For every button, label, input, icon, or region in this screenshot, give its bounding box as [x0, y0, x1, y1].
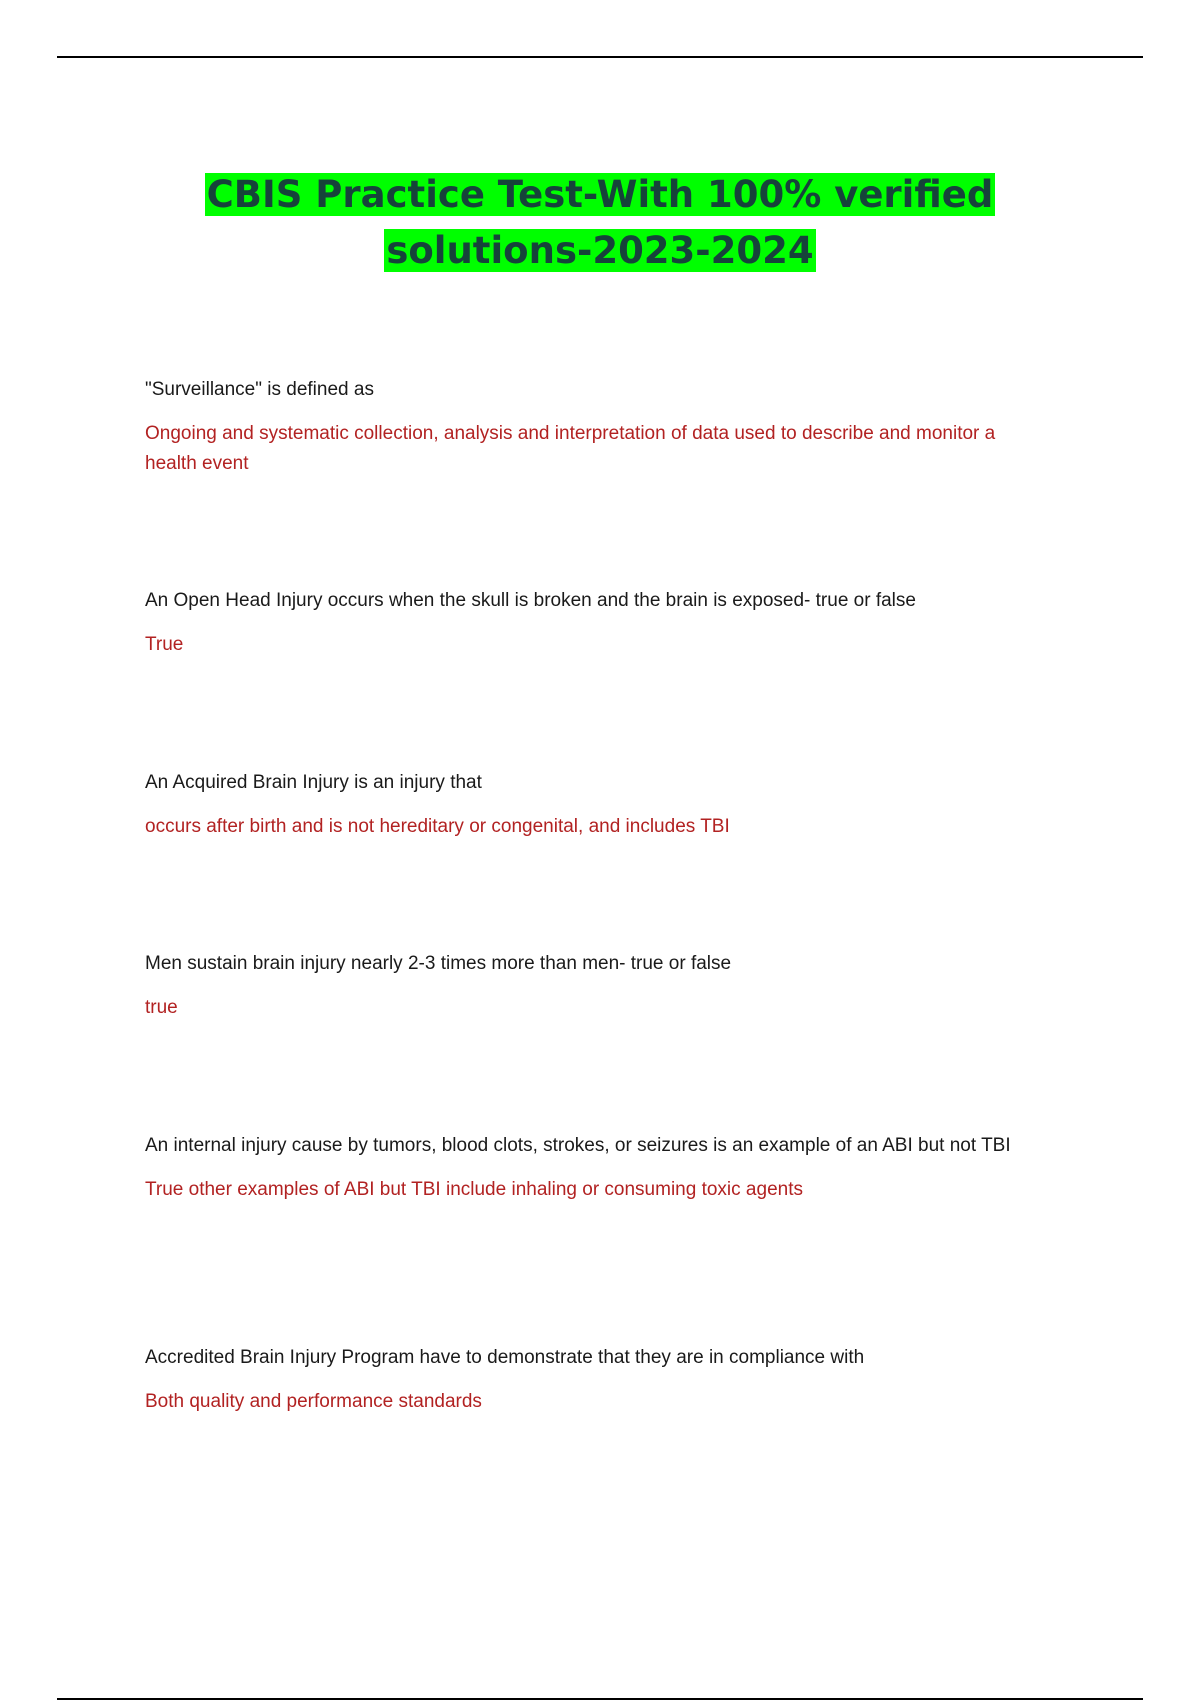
- question-text: An Open Head Injury occurs when the skull is broken and the brain is exposed- true or false: [145, 590, 916, 611]
- question-text: "Surveillance" is defined as: [145, 379, 374, 400]
- qa-item-accredited-program: [145, 1343, 1050, 1417]
- qa-item-surveillance: [145, 375, 1050, 479]
- qa-item-internal-injury: [145, 1131, 1050, 1205]
- top-rule: [57, 56, 1143, 58]
- answer-text: Ongoing and systematic collection, analysis and interpretation of data used to describe and monitor a health event: [145, 423, 996, 474]
- question-text: An internal injury cause by tumors, blood clots, strokes, or seizures is an example of an ABI but not TBI: [145, 1135, 1011, 1156]
- answer-text: Both quality and performance standards: [145, 1391, 482, 1412]
- question-text: Men sustain brain injury nearly 2-3 times more than men- true or false: [145, 953, 732, 974]
- title-line-2: solutions-2023-2024: [386, 228, 814, 272]
- question-text: An Acquired Brain Injury is an injury that: [145, 772, 482, 793]
- answer-text: True: [145, 634, 184, 655]
- qa-item-men-brain-injury: [145, 949, 1050, 1023]
- page-title: [0, 167, 1200, 279]
- answer-text: true: [145, 997, 178, 1018]
- qa-item-open-head-injury: [145, 586, 1050, 660]
- question-text: Accredited Brain Injury Program have to demonstrate that they are in compliance with: [145, 1347, 865, 1368]
- title-line-1: CBIS Practice Test-With 100% verified: [206, 172, 994, 216]
- answer-text: True other examples of ABI but TBI include inhaling or consuming toxic agents: [145, 1179, 803, 1200]
- answer-text: occurs after birth and is not hereditary or congenital, and includes TBI: [145, 816, 730, 837]
- qa-item-acquired-brain-injury: [145, 768, 1050, 842]
